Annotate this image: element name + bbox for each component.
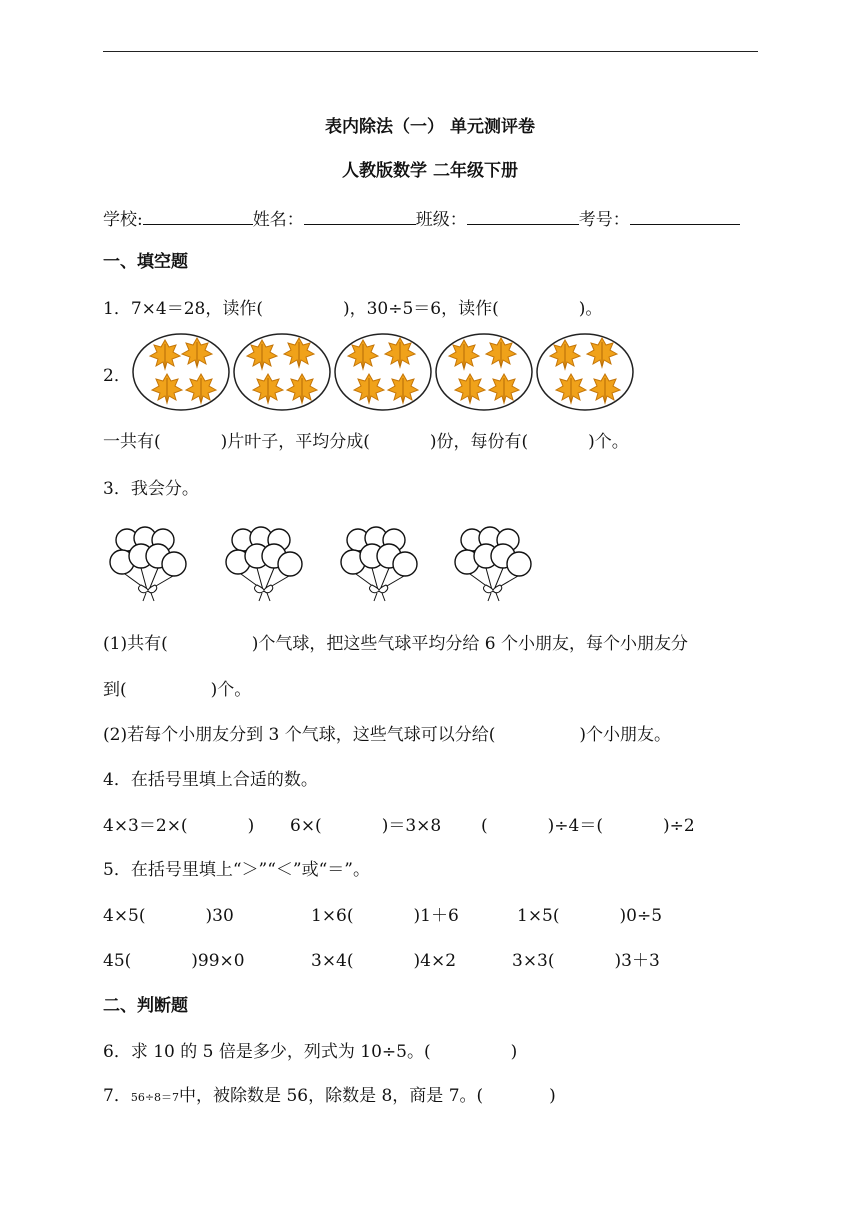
question-5-item: 3×3( )3＋3 <box>512 951 660 971</box>
school-label: 学校: <box>103 210 143 230</box>
question-5-item: 45( )99×0 <box>103 951 245 971</box>
question-2-text: 一共有( )片叶子，平均分成( )份，每份有( )个。 <box>103 432 629 452</box>
question-5-item: 1×5( )0÷5 <box>517 906 663 926</box>
page-subtitle: 人教版数学 二年级下册 <box>342 161 518 181</box>
question-5-item: 4×5( )30 <box>103 906 234 926</box>
question-3-part-1: (1)共有( )个气球，把这些气球平均分给 6 个小朋友，每个小朋友分 <box>103 634 688 654</box>
question-5-item: 1×6( )1＋6 <box>311 906 459 926</box>
question-4-expr-2: 6×( )＝3×8 <box>290 816 442 836</box>
question-3-title: 3．我会分。 <box>103 479 199 499</box>
question-4-title: 4．在括号里填上合适的数。 <box>103 770 318 790</box>
page-title: 表内除法（一） 单元测评卷 <box>325 117 535 137</box>
question-1: 1．7×4＝28，读作( )，30÷5＝6，读作( )。 <box>103 299 603 319</box>
class-label: 班级： <box>415 210 467 230</box>
header-rule <box>103 51 758 52</box>
name-field[interactable] <box>304 206 416 225</box>
question-5-item: 3×4( )4×2 <box>311 951 457 971</box>
section-heading-fill-in: 一、填空题 <box>103 252 188 272</box>
class-field[interactable] <box>467 206 579 225</box>
leaf-groups <box>131 332 641 418</box>
leaf-groups-illustration <box>131 332 641 414</box>
question-3-part-1-cont: 到( )个。 <box>103 680 252 700</box>
question-2-number: 2． <box>103 366 131 386</box>
balloon-bunches <box>105 522 545 610</box>
name-label: 姓名： <box>252 210 304 230</box>
question-6: 6．求 10 的 5 倍是多少，列式为 10÷5。( ) <box>103 1042 518 1062</box>
section-heading-true-false: 二、判断题 <box>103 996 188 1016</box>
school-field[interactable] <box>143 206 253 225</box>
formula-56-div-8: 56÷8＝7 <box>130 1091 180 1104</box>
balloon-bunches-illustration <box>105 522 545 606</box>
student-info-row <box>103 206 740 231</box>
question-4-expr-3: ( )÷4＝( )÷2 <box>481 816 695 836</box>
question-7: 7．56÷8＝7中，被除数是 56，除数是 8，商是 7。( ) <box>103 1086 556 1106</box>
exam-number-label: 考号： <box>578 210 630 230</box>
question-5-title: 5．在括号里填上“＞”“＜”或“＝”。 <box>103 860 370 880</box>
question-3-part-2: (2)若每个小朋友分到 3 个气球，这些气球可以分给( )个小朋友。 <box>103 725 671 745</box>
exam-number-field[interactable] <box>630 206 740 225</box>
question-4-expr-1: 4×3＝2×( ) <box>103 816 255 836</box>
